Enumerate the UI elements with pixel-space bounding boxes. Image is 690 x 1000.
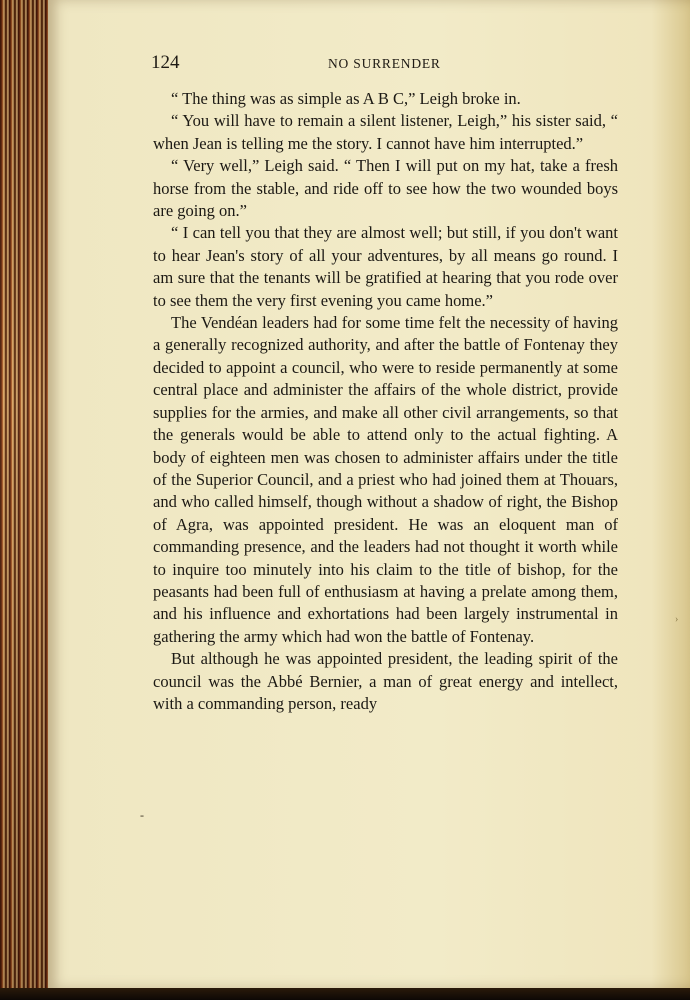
paragraph: “ The thing was as simple as A B C,” Leigh broke in. <box>171 89 521 108</box>
edge-mark: › <box>675 614 679 625</box>
paragraph: “ Very well,” Leigh said. “ Then I will put on my hat, take a fresh horse from the stable, and ride off to see how the two wounded boys are going on.” <box>153 156 618 221</box>
page-bottom-edge <box>0 988 690 1000</box>
book-page <box>48 0 690 988</box>
body-text <box>153 88 618 715</box>
paragraph: But although he was appointed president, the leading spirit of the council was the Abbé Bernier, a man of great energy and intellect, with a commanding person, ready <box>153 649 618 713</box>
running-head <box>48 52 690 74</box>
paragraph: “ I can tell you that they are almost well; but still, if you don't want to hear Jean's story of all your adventures, by all means go round. I am sure that the tenants will be gratified at hearing that you rode over to see them the very first evening you came home.” <box>153 223 618 310</box>
page-number: 124 <box>151 52 180 73</box>
book-spine <box>0 0 48 1000</box>
running-title: NO SURRENDER <box>328 56 441 71</box>
paragraph: “ You will have to remain a silent listener, Leigh,” his sister said, “ when Jean is telling me the story. I cannot have him interrupted.” <box>153 111 618 153</box>
margin-mark: ‐ <box>140 808 144 822</box>
paragraph: The Vendéan leaders had for some time felt the necessity of having a generally recognized authority, and after the battle of Fontenay they decided to appoint a council, who were to reside permanently at some central place and administer the affairs of the whole district, provide supplies for the armies, and make all other civil arrangements, so that the generals would be able to attend only to the actual fighting. A body of eighteen men was chosen to administer affairs under the title of the Superior Council, and a priest who had joined them at Thouars, and who called himself, though without a shadow of right, the Bishop of Agra, was appointed president. He was an eloquent man of commanding presence, and the leaders had not thought it worth while to inquire too minutely into his claim to the title of bishop, for the peasants had been full of enthusiasm at having a prelate among them, and his influence and exhortations had been largely instrumental in gathering the army which had won the battle of Fontenay. <box>153 313 618 646</box>
